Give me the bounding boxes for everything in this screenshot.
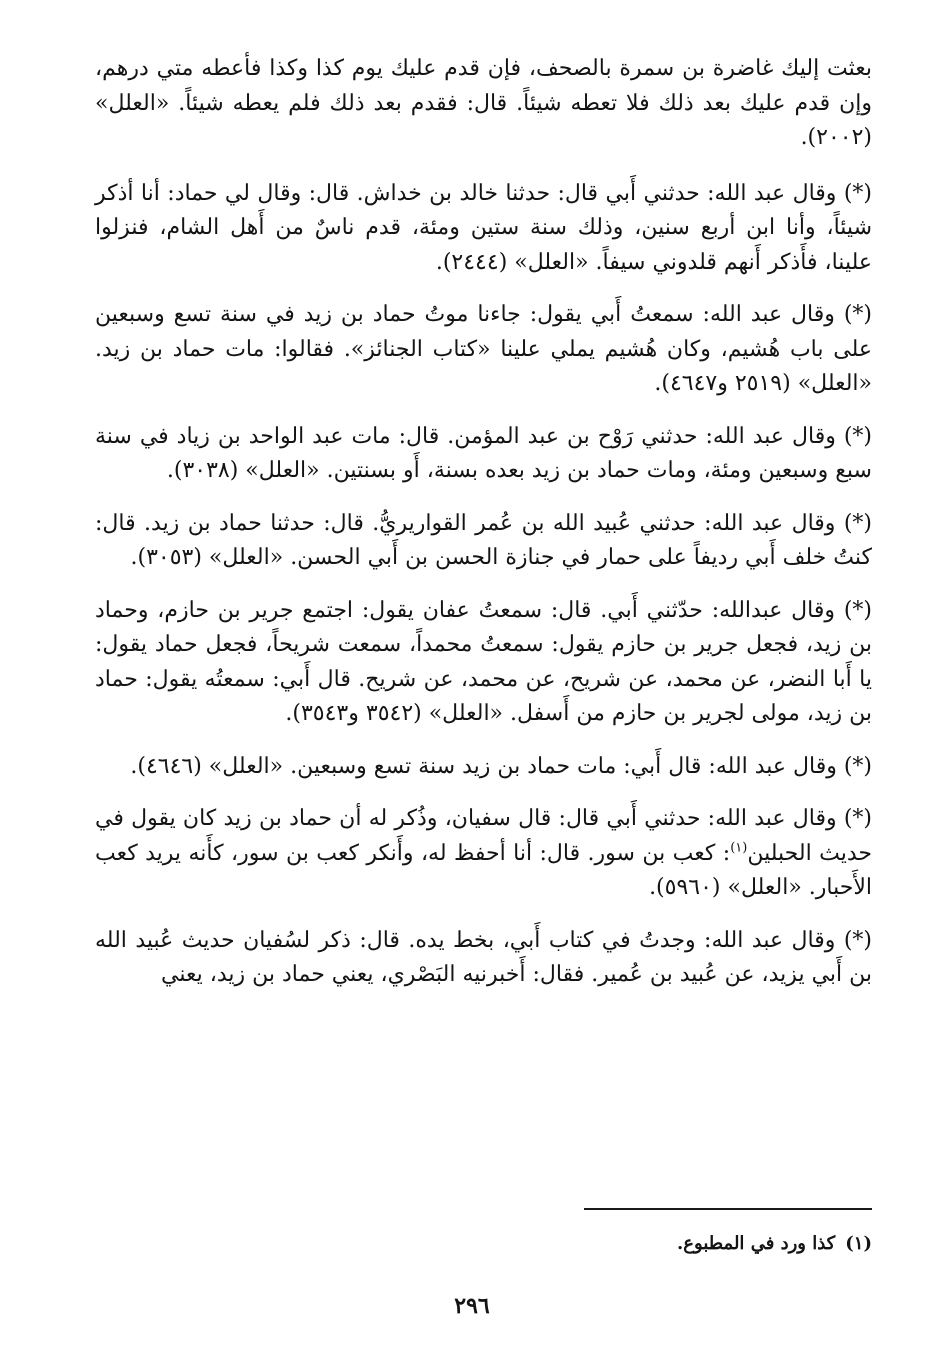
page-body bbox=[95, 52, 872, 1011]
paragraph: (*) وقال عبد الله: حدثني رَوْح بن عبد المؤمن. قال: مات عبد الواحد بن زياد في سنة سبع وسبعين ومئة، ومات حماد بن زيد بعده بسنة، أَو بسنتين. «العلل» (٣٠٣٨). bbox=[95, 423, 872, 483]
paragraph-text: (*) وقال عبد الله: حدثني أَبي قال: قال سفيان، وذُكر له أن حماد بن زيد كان يقول في حديث الحبلين bbox=[95, 806, 872, 866]
paragraph: (*) وقال عبد الله: وجدتُ في كتاب أَبي، بخط يده. قال: ذكر لسُفيان حديث عُبيد الله بن أَبي يزيد، عن عُبيد بن عُمير. فقال: أَخبرنيه البَصْري، يعني حماد بن زيد، يعني bbox=[95, 927, 872, 987]
paragraph-text: : كعب بن سور. قال: أنا أحفظ له، وأَنكر كعب بن سور، كأَنه يريد كعب الأَحبار. «العلل» (٥٩٦٠). bbox=[95, 840, 872, 900]
paragraph-with-footnote bbox=[95, 802, 872, 906]
footnote bbox=[95, 1230, 872, 1258]
paragraph: (*) وقال عبد الله: حدثني عُبيد الله بن عُمر القواريريُّ. قال: حدثنا حماد بن زيد. قال: كنتُ خلف أَبي رديفاً على حمار في جنازة الحسن بن أَبي الحسن. «العلل» (٣٠٥٣). bbox=[95, 510, 872, 570]
footnote-divider bbox=[584, 1208, 872, 1210]
paragraph: (*) وقال عبد الله: حدثني أَبي قال: حدثنا خالد بن خداش. قال: وقال لي حماد: أنا أذكر شيئاً، وأنا ابن أربع سنين، وذلك سنة ستين ومئة، قدم ناسٌ من أَهل الشام، فنزلوا علينا، فأَذكر أَنهم قلدوني سيفاً. «العلل» (٢٤٤٤). bbox=[95, 180, 872, 275]
paragraph: (*) وقال عبدالله: حدّثني أَبي. قال: سمعتُ عفان يقول: اجتمع جرير بن حازم، وحماد بن زيد، فجعل جرير بن حازم يقول: سمعتُ محمداً، سمعت شريحاً، فجعل حماد يقول: يا أَبا النضر، عن محمد، عن شريح، عن محمد، عن شريح. قال أَبي: سمعتُه يقول: حماد بن زيد، مولى لجرير بن حازم من أَسفل. «العلل» (٣٥٤٢ و٣٥٤٣). bbox=[95, 597, 872, 726]
paragraph: (*) وقال عبد الله: قال أَبي: مات حماد بن زيد سنة تسع وسبعين. «العلل» (٤٦٤٦). bbox=[130, 753, 872, 779]
footnote-text: كذا ورد في المطبوع. bbox=[677, 1233, 836, 1254]
paragraph: بعثت إليك غاضرة بن سمرة بالصحف، فإن قدم عليك يوم كذا وكذا فأعطه متي درهم، وإن قدم عليك بعد ذلك فلا تعطه شيئاً. قال: فقدم بعد ذلك فلم يعطه شيئاً. «العلل» (٢٠٠٢). bbox=[95, 56, 872, 150]
page-number: ٢٩٦ bbox=[454, 1293, 490, 1319]
paragraph: (*) وقال عبد الله: سمعتُ أَبي يقول: جاءنا موتُ حماد بن زيد في سنة تسع وسبعين على باب هُشيم، وكان هُشيم يملي علينا «كتاب الجنائز». فقالوا: مات حماد بن زيد. «العلل» (٢٥١٩ و٤٦٤٧). bbox=[95, 302, 873, 396]
footnote-reference: (١) bbox=[730, 840, 748, 856]
footnote-number: (١) bbox=[845, 1233, 872, 1254]
